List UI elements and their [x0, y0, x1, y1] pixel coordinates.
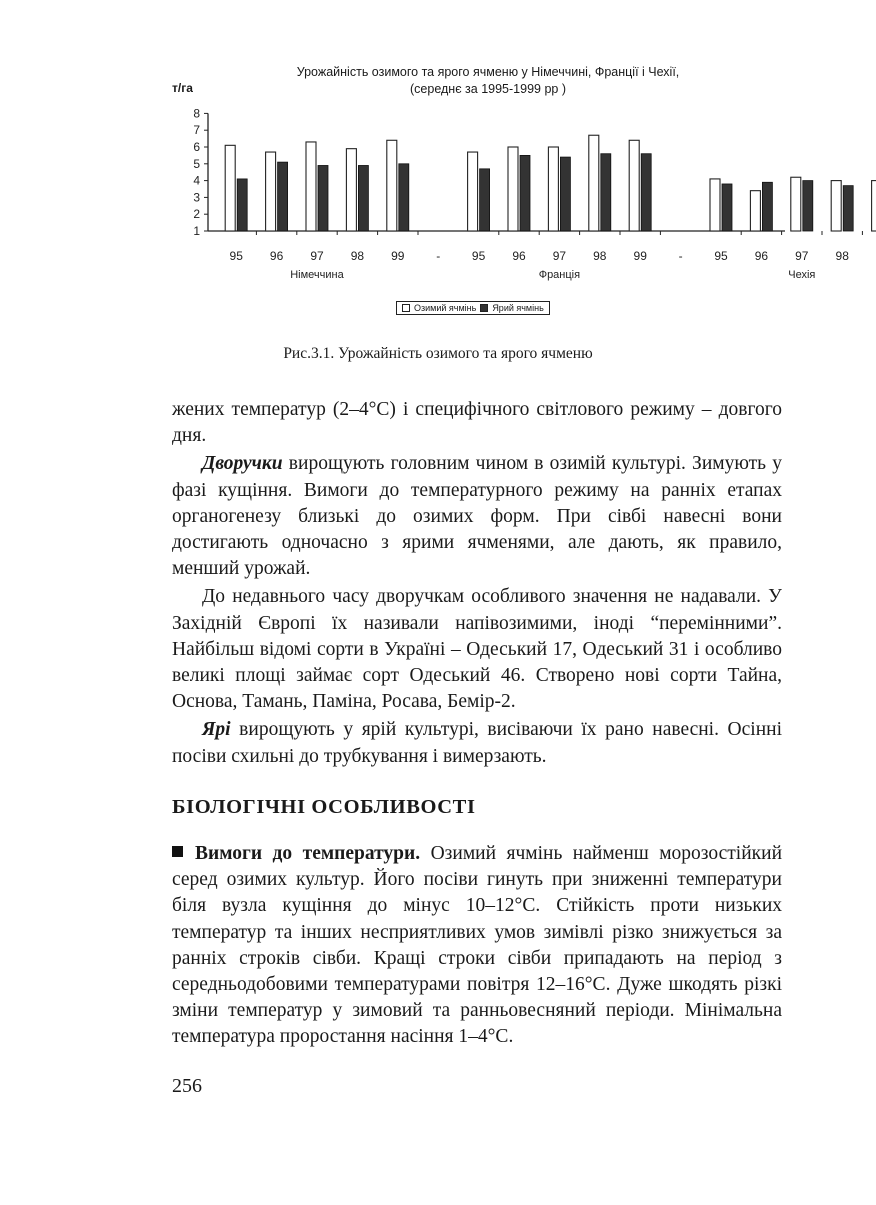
paragraph-2 [172, 451, 782, 582]
bar-winter [225, 145, 235, 231]
legend-label-winter: Озимий ячмінь [414, 303, 477, 313]
bar-spring [318, 165, 328, 231]
x-tick-label: 96 [754, 249, 769, 263]
x-tick-label: 95 [471, 249, 486, 263]
term-yari: Ярі [202, 719, 231, 741]
bar-spring [480, 169, 490, 231]
chart-legend [396, 301, 550, 315]
bar-spring [399, 164, 409, 231]
x-tick-label: 95 [229, 249, 243, 263]
y-tick-label: 2 [193, 207, 200, 222]
paragraph-4 [172, 717, 782, 769]
group-label: Франція [538, 269, 581, 281]
body-text-2 [172, 841, 782, 1053]
figure-caption: Рис.3.1. Урожайність озимого та ярого ячменю [283, 345, 593, 362]
legend-swatch-spring [480, 304, 488, 312]
bar-spring [358, 165, 368, 231]
paragraph-3: До недавнього часу дворучкам особливого значення не надавали. У Західній Європі їх називали напівозимими, іноді “перемінними”. Найбільш відомі сорти в Україні – Одеський 17, Одеський 31 і особливо великі площі займає сорт Одеський 46. Створено нові сорти Тайна, Основа, Тамань, Паміна, Росава, Бемір-2. [172, 586, 782, 713]
y-tick-label: 1 [193, 224, 200, 238]
paragraph-4-text: вирощують у ярій культурі, висіваючи їх рано навесні. Осінні посіви схильні до трубкування і вимерзають. [172, 719, 782, 767]
bar-winter [831, 181, 841, 231]
bar-winter [346, 149, 356, 231]
chart-title: Урожайність озимого та ярого ячменю у Німеччині, Франції і Чехії, [296, 65, 680, 79]
bar-spring [601, 154, 611, 231]
bar-winter [468, 152, 478, 231]
paragraph-5-lead: Вимоги до температури. [195, 843, 421, 864]
x-tick-label: 98 [593, 249, 607, 263]
bar-spring [520, 155, 530, 231]
bar-winter [589, 135, 599, 231]
bar-winter [629, 140, 639, 231]
bar-spring [237, 179, 247, 231]
x-tick-label: 99 [391, 249, 405, 263]
x-tick-label: 99 [633, 249, 647, 263]
y-tick-label: 6 [193, 140, 200, 154]
y-tick-label: 7 [193, 123, 200, 138]
chart-subtitle: (середнє за 1995-1999 рр ) [410, 82, 566, 96]
x-tick-label: 96 [512, 249, 526, 263]
bar-winter [872, 181, 876, 231]
chart-title-block [228, 64, 748, 98]
paragraph-1: жених температур (2–4°С) і специфічного світлового режиму – довгого дня. [172, 399, 782, 447]
x-tick-label: 97 [795, 249, 809, 263]
bar-winter [710, 179, 720, 231]
bullet-icon [172, 846, 183, 857]
paragraph-2-text: вирощують головним чином в озимій культурі. Зимують у фазі кущіння. Вимоги до температурного режиму на ранніх етапах органогенезу близькі до озимих форм. При сівбі навесні вони достигають одночасно з ярими ячменями, але дають, як правило, менший урожай. [172, 453, 782, 580]
bar-chart [160, 100, 849, 295]
bar-winter [387, 140, 397, 231]
bar-winter [750, 191, 760, 231]
bar-spring [843, 186, 853, 231]
page-number: 256 [172, 1075, 202, 1097]
bar-spring [762, 182, 772, 231]
bar-winter [548, 147, 558, 231]
bar-spring [560, 157, 570, 231]
section-heading: БІОЛОГІЧНІ ОСОБЛИВОСТІ [172, 796, 476, 818]
y-tick-label: 5 [193, 156, 200, 171]
group-separator: - [678, 249, 683, 263]
x-tick-label: 97 [552, 249, 567, 263]
x-tick-label: 96 [269, 249, 284, 263]
y-tick-label: 3 [193, 190, 200, 205]
group-separator: - [436, 249, 441, 263]
paragraph-5-text: Озимий ячмінь найменш морозостійкий серед озимих культур. Його посіви гинуть при зниженні температури біля вузла кущіння до мінус 10–12°С. Стійкість проти низьких температур та інших несприятливих умов зимівлі різко знижується за ранніх строків сівби. Кращі строки сівби припадають на період з середньодобовими температурами повітря 12–16°С. Дуже шкодять різкі зміни температур у зимовий та ранньовесняний періоди. Мінімальна температура проростання насіння 1–4°С. [172, 843, 783, 1048]
body-text [172, 397, 782, 772]
paragraph-5 [172, 841, 782, 1051]
bar-winter [306, 142, 316, 231]
bar-spring [641, 154, 651, 231]
term-dvoruchky: Дворучки [202, 453, 283, 475]
bar-spring [722, 184, 732, 231]
y-tick-label: 8 [193, 106, 200, 121]
x-tick-label: 98 [835, 249, 849, 263]
x-tick-label: 95 [714, 249, 728, 263]
y-axis-unit: т/га [172, 81, 193, 95]
bar-spring [803, 181, 813, 231]
legend-swatch-winter [402, 304, 410, 312]
bar-spring [278, 162, 288, 231]
x-tick-label: 98 [350, 249, 365, 263]
y-tick-label: 4 [193, 173, 200, 188]
legend-label-spring: Ярий ячмінь [492, 303, 544, 313]
bar-winter [508, 147, 518, 231]
bar-winter [266, 152, 276, 231]
bar-winter [791, 177, 801, 231]
x-tick-label: 97 [310, 249, 324, 263]
group-label: Чехія [788, 269, 816, 281]
group-label: Німеччина [290, 269, 344, 281]
